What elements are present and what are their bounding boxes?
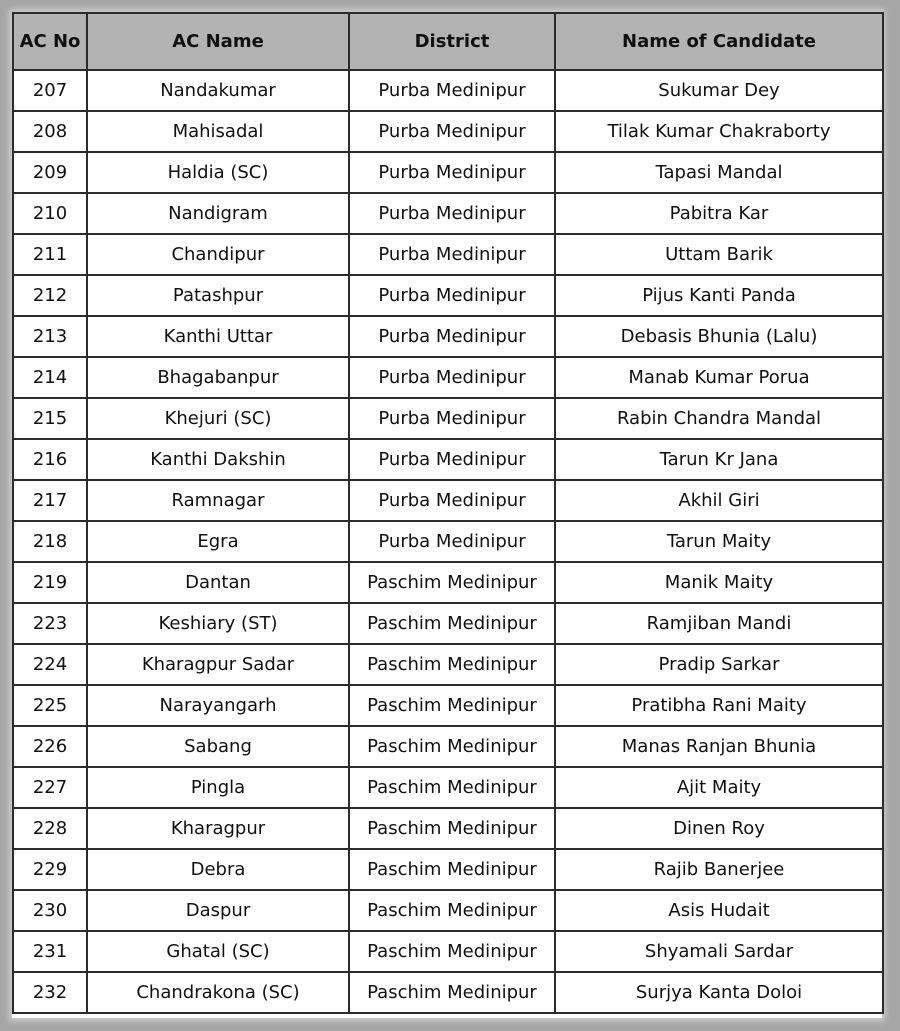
cell-candidate-name: Tapasi Mandal: [555, 152, 883, 193]
cell-ac-no: 230: [13, 890, 87, 931]
cell-ac-no: 211: [13, 234, 87, 275]
cell-ac-name: Nandigram: [87, 193, 349, 234]
table-row: [13, 644, 883, 685]
table-body: [13, 70, 883, 1013]
cell-ac-no: 208: [13, 111, 87, 152]
cell-ac-name: Daspur: [87, 890, 349, 931]
cell-ac-no: 216: [13, 439, 87, 480]
cell-candidate-name: Shyamali Sardar: [555, 931, 883, 972]
table-row: [13, 111, 883, 152]
table-row: [13, 726, 883, 767]
cell-ac-name: Sabang: [87, 726, 349, 767]
candidates-table: [12, 12, 884, 1014]
cell-ac-name: Kanthi Dakshin: [87, 439, 349, 480]
table-row: [13, 931, 883, 972]
cell-ac-name: Keshiary (ST): [87, 603, 349, 644]
cell-ac-no: 224: [13, 644, 87, 685]
cell-district: Purba Medinipur: [349, 234, 555, 275]
cell-ac-no: 228: [13, 808, 87, 849]
table-row: [13, 439, 883, 480]
cell-district: Paschim Medinipur: [349, 644, 555, 685]
cell-ac-no: 212: [13, 275, 87, 316]
table-row: [13, 193, 883, 234]
cell-ac-no: 217: [13, 480, 87, 521]
cell-candidate-name: Akhil Giri: [555, 480, 883, 521]
cell-candidate-name: Ajit Maity: [555, 767, 883, 808]
table-row: [13, 316, 883, 357]
cell-district: Paschim Medinipur: [349, 808, 555, 849]
cell-ac-name: Bhagabanpur: [87, 357, 349, 398]
cell-candidate-name: Asis Hudait: [555, 890, 883, 931]
cell-ac-name: Ghatal (SC): [87, 931, 349, 972]
cell-ac-name: Khejuri (SC): [87, 398, 349, 439]
cell-district: Purba Medinipur: [349, 316, 555, 357]
cell-ac-no: 226: [13, 726, 87, 767]
cell-candidate-name: Tarun Maity: [555, 521, 883, 562]
table-row: [13, 603, 883, 644]
cell-district: Paschim Medinipur: [349, 849, 555, 890]
cell-ac-no: 223: [13, 603, 87, 644]
cell-ac-no: 231: [13, 931, 87, 972]
cell-ac-no: 213: [13, 316, 87, 357]
cell-district: Paschim Medinipur: [349, 726, 555, 767]
cell-district: Purba Medinipur: [349, 439, 555, 480]
cell-candidate-name: Ramjiban Mandi: [555, 603, 883, 644]
cell-candidate-name: Tarun Kr Jana: [555, 439, 883, 480]
cell-district: Purba Medinipur: [349, 70, 555, 111]
cell-ac-name: Kharagpur Sadar: [87, 644, 349, 685]
cell-candidate-name: Surjya Kanta Doloi: [555, 972, 883, 1013]
cell-ac-no: 207: [13, 70, 87, 111]
table-row: [13, 357, 883, 398]
cell-district: Paschim Medinipur: [349, 972, 555, 1013]
cell-ac-name: Pingla: [87, 767, 349, 808]
table-row: [13, 849, 883, 890]
cell-district: Paschim Medinipur: [349, 890, 555, 931]
cell-candidate-name: Sukumar Dey: [555, 70, 883, 111]
cell-candidate-name: Dinen Roy: [555, 808, 883, 849]
header-row: [13, 13, 883, 70]
cell-candidate-name: Manab Kumar Porua: [555, 357, 883, 398]
cell-ac-no: 225: [13, 685, 87, 726]
cell-candidate-name: Pradip Sarkar: [555, 644, 883, 685]
cell-candidate-name: Pratibha Rani Maity: [555, 685, 883, 726]
cell-district: Purba Medinipur: [349, 111, 555, 152]
table-row: [13, 972, 883, 1013]
table-row: [13, 808, 883, 849]
table-row: [13, 275, 883, 316]
cell-ac-name: Mahisadal: [87, 111, 349, 152]
cell-candidate-name: Pijus Kanti Panda: [555, 275, 883, 316]
cell-ac-name: Narayangarh: [87, 685, 349, 726]
cell-candidate-name: Pabitra Kar: [555, 193, 883, 234]
cell-district: Purba Medinipur: [349, 398, 555, 439]
cell-candidate-name: Uttam Barik: [555, 234, 883, 275]
cell-district: Paschim Medinipur: [349, 562, 555, 603]
cell-district: Purba Medinipur: [349, 193, 555, 234]
cell-district: Purba Medinipur: [349, 480, 555, 521]
cell-district: Paschim Medinipur: [349, 931, 555, 972]
table-row: [13, 480, 883, 521]
cell-district: Paschim Medinipur: [349, 685, 555, 726]
cell-ac-no: 219: [13, 562, 87, 603]
table-row: [13, 685, 883, 726]
cell-ac-no: 214: [13, 357, 87, 398]
table-row: [13, 152, 883, 193]
cell-ac-name: Dantan: [87, 562, 349, 603]
cell-district: Paschim Medinipur: [349, 767, 555, 808]
cell-ac-no: 227: [13, 767, 87, 808]
table-row: [13, 521, 883, 562]
cell-ac-name: Nandakumar: [87, 70, 349, 111]
cell-ac-no: 229: [13, 849, 87, 890]
cell-ac-name: Haldia (SC): [87, 152, 349, 193]
header-candidate-name: Name of Candidate: [555, 13, 883, 70]
cell-candidate-name: Debasis Bhunia (Lalu): [555, 316, 883, 357]
table-row: [13, 398, 883, 439]
cell-ac-no: 215: [13, 398, 87, 439]
cell-district: Purba Medinipur: [349, 521, 555, 562]
cell-ac-no: 232: [13, 972, 87, 1013]
table-row: [13, 70, 883, 111]
table-row: [13, 234, 883, 275]
cell-candidate-name: Manas Ranjan Bhunia: [555, 726, 883, 767]
cell-candidate-name: Tilak Kumar Chakraborty: [555, 111, 883, 152]
cell-ac-name: Chandipur: [87, 234, 349, 275]
cell-candidate-name: Rajib Banerjee: [555, 849, 883, 890]
cell-ac-name: Patashpur: [87, 275, 349, 316]
cell-ac-no: 210: [13, 193, 87, 234]
cell-ac-name: Kanthi Uttar: [87, 316, 349, 357]
table-row: [13, 890, 883, 931]
cell-candidate-name: Rabin Chandra Mandal: [555, 398, 883, 439]
table-header: [13, 13, 883, 70]
cell-district: Purba Medinipur: [349, 275, 555, 316]
cell-district: Purba Medinipur: [349, 357, 555, 398]
cell-ac-name: Egra: [87, 521, 349, 562]
cell-ac-name: Ramnagar: [87, 480, 349, 521]
header-ac-no: AC No: [13, 13, 87, 70]
header-ac-name: AC Name: [87, 13, 349, 70]
header-district: District: [349, 13, 555, 70]
table-row: [13, 562, 883, 603]
cell-ac-no: 218: [13, 521, 87, 562]
table-row: [13, 767, 883, 808]
table-frame: [12, 12, 882, 1018]
cell-ac-name: Debra: [87, 849, 349, 890]
cell-ac-name: Kharagpur: [87, 808, 349, 849]
cell-ac-name: Chandrakona (SC): [87, 972, 349, 1013]
cell-district: Paschim Medinipur: [349, 603, 555, 644]
cell-candidate-name: Manik Maity: [555, 562, 883, 603]
cell-ac-no: 209: [13, 152, 87, 193]
cell-district: Purba Medinipur: [349, 152, 555, 193]
